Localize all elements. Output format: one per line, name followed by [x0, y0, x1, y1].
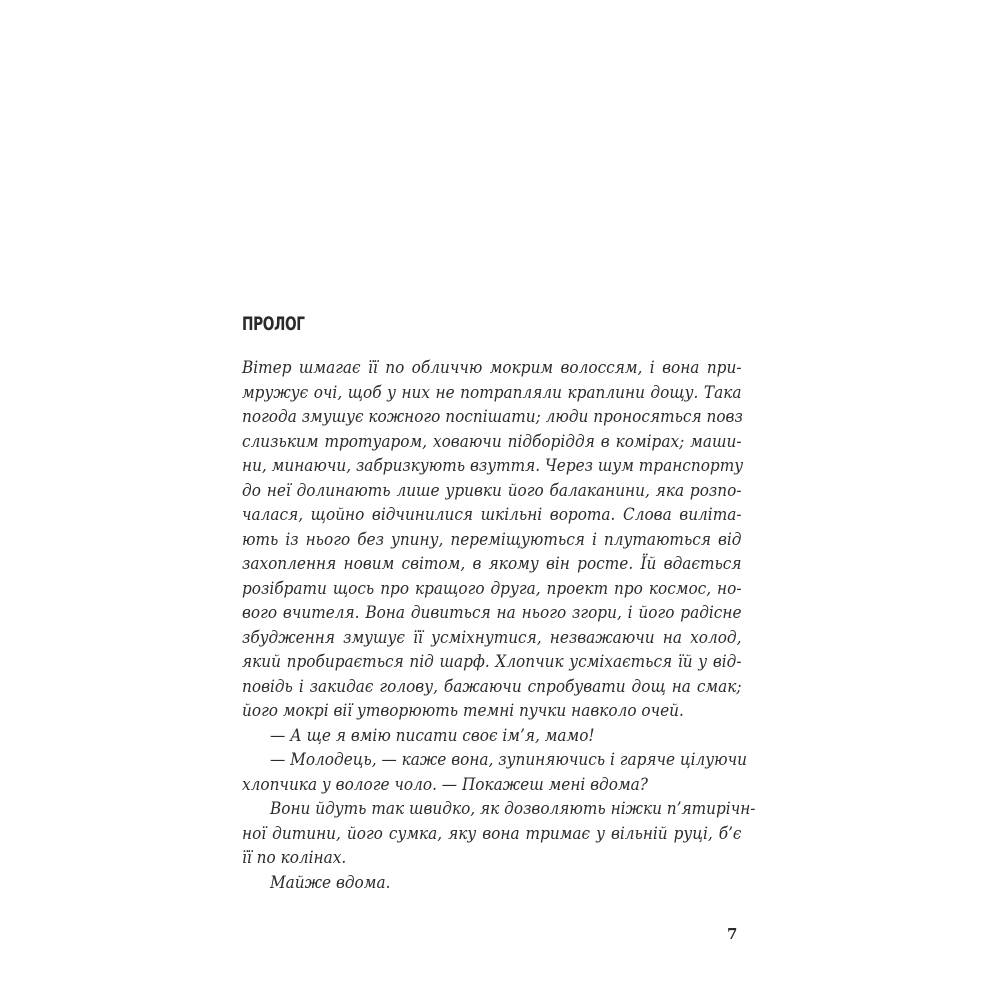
text-line-content: збудження змушує її усміхнутися, незважаючи на холод, [242, 627, 742, 648]
text-line-content: — А ще я вмію писати своє ім’я, мамо! [270, 725, 595, 746]
text-line [242, 724, 742, 749]
text-line [242, 577, 742, 602]
text-line-content: Вітер шмагає її по обличчю мокрим волоссям, і вона при- [242, 358, 742, 378]
text-line [242, 381, 742, 406]
chapter-heading: ПРОЛОГ [242, 313, 305, 335]
text-line [242, 454, 742, 479]
text-line [242, 503, 742, 528]
text-line-content: — Молодець, — каже вона, зупиняючись і гаряче цілуючи [270, 750, 747, 770]
text-line-content: його мокрі вії утворюють темні пучки навколо очей. [242, 701, 684, 721]
page-number: 7 [727, 925, 738, 943]
text-line [242, 405, 742, 430]
text-line [242, 822, 742, 847]
text-line [242, 528, 742, 553]
prologue-text [242, 356, 756, 895]
text-line-content: який пробирається під шарф. Хлопчик усміхається їй у від- [242, 652, 742, 672]
text-line [242, 626, 742, 651]
text-line [242, 479, 742, 504]
text-line-content: розібрати щось про кращого друга, проект про космос, но- [242, 578, 742, 599]
text-line-content: погода змушує кожного поспішати; люди проносяться повз [242, 407, 743, 427]
text-line [242, 797, 756, 822]
text-line-content: ної дитини, його сумка, яку вона тримає у вільній руці, б’є [242, 823, 742, 844]
text-line-content: мружує очі, щоб у них не потрапляли краплини дощу. Така [242, 382, 742, 403]
text-line-content: повідь і закидає голову, бажаючи спробувати дощ на смак; [242, 676, 742, 697]
text-line-content: слизьким тротуаром, ховаючи підборіддя в комірах; маши- [242, 431, 742, 452]
text-line [242, 356, 742, 381]
text-line [242, 601, 742, 626]
text-line-content: захоплення новим світом, в якому він росте. Їй вдається [242, 554, 742, 574]
text-line [242, 699, 742, 724]
text-line [242, 675, 742, 700]
text-line-content: хлопчика у вологе чоло. — Покажеш мені вдома? [242, 774, 648, 795]
text-line [242, 430, 742, 455]
text-line [242, 773, 742, 798]
text-line [242, 871, 742, 896]
text-line [242, 846, 742, 871]
text-line-content: Вони йдуть так швидко, як дозволяють ніжки п’ятирічн- [270, 799, 756, 819]
text-line-content: вого вчителя. Вона дивиться на нього згори, і його радісне [242, 603, 742, 623]
text-line-content: Майже вдома. [270, 872, 391, 893]
text-line-content: ють із нього без упину, переміщуються і плутаються від [242, 529, 742, 550]
text-line [242, 552, 742, 577]
text-line [242, 748, 747, 773]
text-line [242, 650, 742, 675]
text-line-content: ни, минаючи, забризкують взуття. Через шум транспорту [242, 456, 744, 476]
text-line-content: до неї долинають лише уривки його балаканини, яка розпо- [242, 480, 742, 501]
text-line-content: її по колінах. [242, 848, 347, 868]
text-line-content: чалася, щойно відчинилися шкільні ворота. Слова виліта- [242, 505, 742, 525]
